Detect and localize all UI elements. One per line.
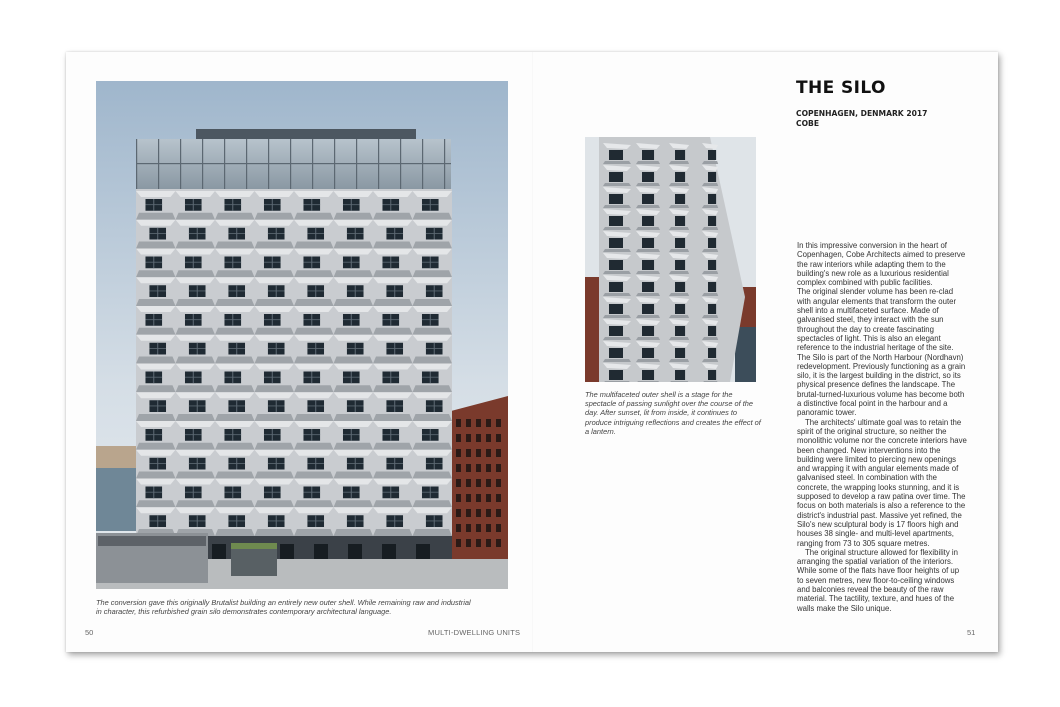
detail-photo-caption: The multifaceted outer shell is a stage for the spectacle of passing sunlight over the course of the day. After sunset, lit from inside, it continues to produce intriguing reflections and creates the effect of a lantern. bbox=[585, 390, 761, 436]
silo-main-photo bbox=[96, 81, 508, 589]
silo-corner-illustration bbox=[585, 137, 756, 382]
article-paragraph: The architects' ultimate goal was to retain the spirit of the original structure, so neither the monolithic volume nor the concrete interiors have been changed. New interventions into the building were limited to piercing new openings and wrapping it with angular elements made of galvanised steel. In combination with the concrete, the wrapping looks stunning, and it is supposed to develop a raw patina over time. The focus on both materials is also a reference to the district's industrial past. Massive yet refined, the Silo's new sculptural body is 17 floors high and houses 38 single- and multi-level apartments, ranging from 73 to 305 square metres. bbox=[797, 417, 967, 548]
page-number-right: 51 bbox=[967, 628, 976, 637]
main-photo-caption: The conversion gave this originally Brutalist building an entirely new outer shell. While remaining raw and industrial in character, this refurbished grain silo demonstrates contemporary architectural language. bbox=[96, 598, 471, 617]
project-meta bbox=[796, 109, 927, 129]
project-title: THE SILO bbox=[796, 78, 886, 98]
project-location: COPENHAGEN, DENMARK 2017 bbox=[796, 109, 928, 118]
article-body bbox=[797, 241, 967, 613]
silo-facade-illustration bbox=[96, 81, 508, 589]
article-paragraph: The original slender volume has been re-clad with angular elements that transform the outer shell into a multifaceted surface. Made of galvanised steel, they interact with the sun throughout the day to create fascinating spectacles of light. This is also an elegant reference to the industrial heritage of the site. The Silo is part of the North Harbour (Nordhavn) redevelopment. Previously functioning as a grain silo, it is the largest building in the district, so its physical presence defines the landscape. The brutal-turned-luxurious volume has become both a distinctive focal point in the harbour and a panoramic tower. bbox=[797, 287, 966, 418]
silo-detail-photo bbox=[585, 137, 756, 382]
page-number-left: 50 bbox=[85, 628, 94, 637]
running-head: MULTI-DWELLING UNITS bbox=[428, 628, 521, 637]
project-architect: COBE bbox=[796, 119, 820, 129]
article-paragraph: In this impressive conversion in the heart of Copenhagen, Cobe Architects aimed to preserve the raw interiors while adapting them to the building's new role as a luxurious residential complex combined with public facilities. bbox=[797, 241, 966, 288]
book-spread bbox=[66, 52, 998, 652]
book-gutter bbox=[532, 52, 533, 652]
article-paragraph: The original structure allowed for flexibility in arranging the spatial variation of the interiors. While some of the flats have floor heights of up to seven metres, new floor-to-ceiling windows and balconies reveal the beauty of the raw material. The tactility, texture, and hues of the walls make the Silo unique. bbox=[797, 547, 960, 613]
